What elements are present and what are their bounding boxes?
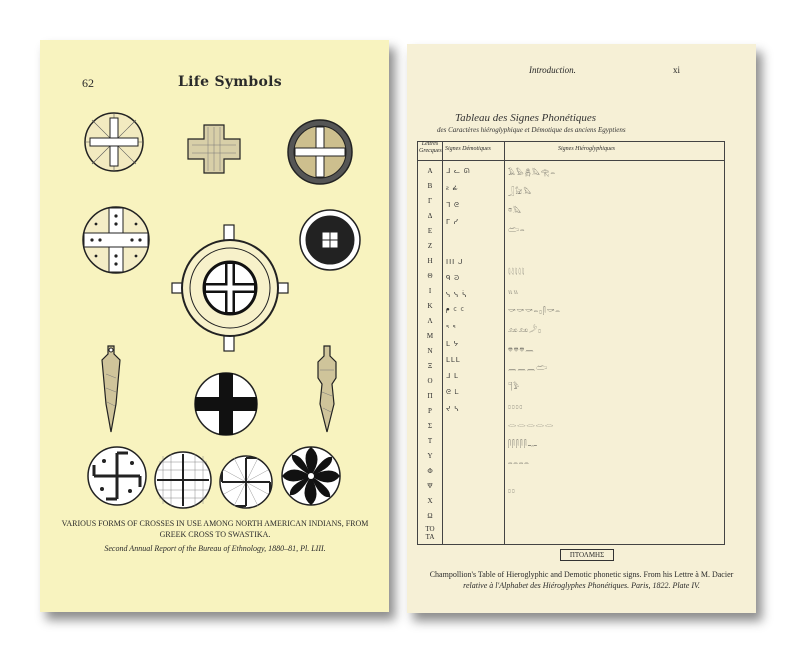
letter-tau: Τ <box>427 437 433 445</box>
dark-cross-circle-symbol <box>192 370 260 438</box>
letter-iota: Ι <box>428 287 432 295</box>
letter-to: ΤΟ <box>425 525 435 533</box>
letter-xi: Ξ <box>427 362 433 370</box>
letter-alpha: Α <box>427 167 433 175</box>
left-page <box>40 40 389 612</box>
col-header-hieroglyphic: Signes Hiéroglyphiques <box>558 146 615 152</box>
letter-beta: Β <box>427 182 433 190</box>
letter-theta: Θ <box>427 272 433 280</box>
letter-kappa: Κ <box>427 302 433 310</box>
pinwheel-symbol <box>280 445 342 507</box>
banded-circle-cross-symbol <box>286 118 354 186</box>
letter-nu: Ν <box>427 347 433 355</box>
letter-zeta: Ζ <box>427 242 433 250</box>
letter-mu: Μ <box>426 332 434 340</box>
letter-rho: Ρ <box>428 407 432 415</box>
phonetic-table <box>417 141 725 545</box>
page-number: 62 <box>82 76 94 90</box>
table-title: Tableau des Signes Phonétiques <box>455 112 597 124</box>
swastika-circle-symbol <box>86 445 148 507</box>
hatched-swastika-symbol <box>153 450 213 510</box>
plate-caption-line-2: relative à l'Alphabet des Hiéroglyphes Phonétiques. Paris, 1822. Plate IV. <box>463 581 700 590</box>
page-title: Life Symbols <box>178 74 282 90</box>
plate-caption <box>415 569 748 591</box>
letter-chi: Χ <box>427 497 433 505</box>
letter-delta: Δ <box>427 212 433 220</box>
letter-omicron: Ο <box>427 377 433 385</box>
running-header: Introduction. <box>529 65 576 75</box>
letter-pi: Π <box>427 392 433 400</box>
plate-caption-line-1: Champollion's Table of Hieroglyphic and Demotic phonetic signs. From his Lettre à M. Dacier <box>429 570 734 579</box>
hieroglyphic-signs: 𓄿𓅃𓆣𓅓𓂀𓏏 𓃀𓃠𓅓 𓎼𓅓 𓂧𓏏 𓇋𓇋𓇋𓇋𓇋 𓏭𓏭 𓎡𓎡𓎡𓏏𓊪𓋴𓎡𓏏 𓃭𓃭𓌳𓊪 𓐍𓐍𓐍𓈖 𓈖𓈖𓈖𓂧 𓊹𓅱 𓊪𓊪𓊪𓊪 𓂋𓂋𓂋𓂋𓂋 𓋴𓋴𓋴𓋴𓋴𓊃 𓏏𓏏𓏏𓏏 𓊪𓊪 <box>508 169 561 494</box>
col-header-demotic: Signes Démotiques <box>445 146 491 152</box>
letter-psi: Ψ <box>427 482 433 490</box>
pendant-left-symbol <box>96 344 126 434</box>
letter-lambda: Λ <box>427 317 433 325</box>
caption-source: Second Annual Report of the Bureau of Ethnology, 1880–81, Pl. LIII. <box>104 544 326 553</box>
caption-line-2: GREEK CROSS TO SWASTIKA. <box>159 530 271 539</box>
pendant-right-symbol <box>310 344 344 434</box>
page-number: xi <box>673 65 681 75</box>
letter-eta: Η <box>427 257 433 265</box>
large-ringed-cross-symbol <box>170 223 290 353</box>
table-subtitle: des Caractères hiéroglyphique et Démotique des anciens Egyptiens <box>437 126 626 134</box>
letter-sigma: Σ <box>427 422 433 430</box>
caption-line-1: VARIOUS FORMS OF CROSSES IN USE AMONG NORTH AMERICAN INDIANS, FROM <box>61 519 369 528</box>
circle-cross-symbol <box>82 110 146 174</box>
greek-cross-symbol <box>186 123 242 175</box>
dotted-circle-cross-symbol <box>80 204 152 276</box>
right-page <box>407 44 756 613</box>
rayed-swastika-symbol <box>218 454 274 510</box>
letter-phi: Φ <box>427 467 433 475</box>
col-header-greek: Lettres Grecques <box>419 141 442 154</box>
figure-caption <box>60 518 370 554</box>
letter-gamma: Γ <box>427 197 433 205</box>
demotic-signs: ᒧ ᓚ ᘏ ƨ ፊ ᒣ ᘓ ᒥ ᓯ ⵏⵏⵏ ᒍ ᑫ ᘒ ᓭ ᓭ ᓵ ᖰ ᑦ ᑦ ᕐ ᕐ ᒪ ᔭ ᒪᒪᒪ ᒧ ᒪ ᘓ ᒪ ᔪ ᓴ <box>446 167 471 413</box>
cartouche-stamp: ΠΤΟΛΜΗΣ <box>560 549 614 561</box>
letter-ta: ΤΑ <box>425 533 435 541</box>
letter-upsilon: Υ <box>427 452 433 460</box>
letter-epsilon: Ε <box>427 227 433 235</box>
quartered-circle-symbol <box>298 208 362 272</box>
letter-omega: Ω <box>427 512 433 520</box>
